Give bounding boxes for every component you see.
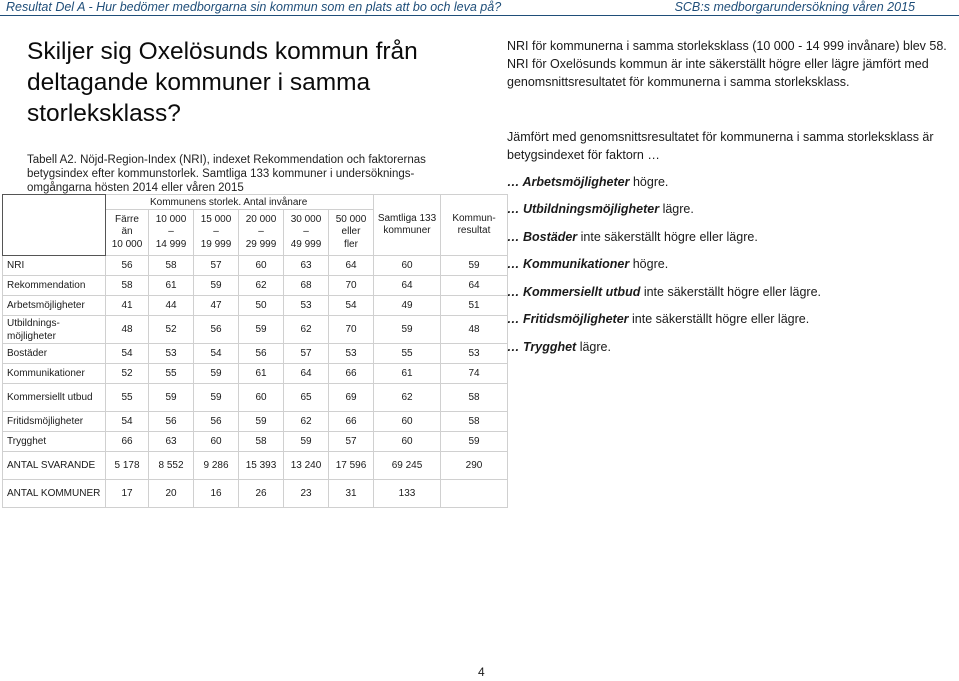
row-label: Bostäder xyxy=(3,344,106,364)
table-cell: 56 xyxy=(149,412,194,432)
table-cell: 56 xyxy=(106,256,149,276)
factor-name: … Bostäder xyxy=(507,230,578,244)
table-cell: 133 xyxy=(374,480,441,508)
table-caption: Tabell A2. Nöjd-Region-Index (NRI), indexet Rekommendation och faktorernas betygsindex efter kommunstorlek. Samtliga 133 kommuner i undersöknings-omgångarna hösten 2014 eller våren 2015 xyxy=(27,154,426,194)
factor-name: … Trygghet xyxy=(507,340,577,354)
factor-item xyxy=(507,312,809,326)
running-header-left: Resultat Del A - Hur bedömer medborgarna sin kommun som en plats att bo och leva på? xyxy=(6,0,502,14)
table-cell: 47 xyxy=(194,296,239,316)
table-cell: 64 xyxy=(329,256,374,276)
factor-name: … Arbetsmöjligheter xyxy=(507,175,630,189)
table-cell: 66 xyxy=(106,432,149,452)
table-cell: 290 xyxy=(441,452,508,480)
table-cell: 23 xyxy=(284,480,329,508)
table-cell: 54 xyxy=(329,296,374,316)
row-label: Utbildnings-möjligheter xyxy=(3,316,106,344)
table-cell: 13 240 xyxy=(284,452,329,480)
table-cell: 56 xyxy=(194,412,239,432)
factor-result: högre. xyxy=(629,257,669,271)
factor-result: inte säkerställt högre eller lägre. xyxy=(640,285,821,299)
row-label: Rekommendation xyxy=(3,276,106,296)
table-cell: 53 xyxy=(149,344,194,364)
table-cell: 58 xyxy=(149,256,194,276)
factor-result: inte säkerställt högre eller lägre. xyxy=(577,230,758,244)
table-cell: 51 xyxy=(441,296,508,316)
table-cell: 60 xyxy=(239,256,284,276)
table-row xyxy=(3,316,508,344)
table-cell: 15 393 xyxy=(239,452,284,480)
table-cell: 64 xyxy=(284,364,329,384)
row-label: ANTAL KOMMUNER xyxy=(3,480,106,508)
table-cell: 53 xyxy=(284,296,329,316)
table-cell: 16 xyxy=(194,480,239,508)
row-label: Fritidsmöjligheter xyxy=(3,412,106,432)
table-cell: 63 xyxy=(284,256,329,276)
factor-item xyxy=(507,340,611,354)
table-corner xyxy=(3,195,106,256)
col-kommunresultat: Kommun-resultat xyxy=(441,195,508,256)
factor-item xyxy=(507,285,821,299)
col-size-1: 10 000 – 14 999 xyxy=(149,210,194,256)
table-row xyxy=(3,296,508,316)
table-cell: 57 xyxy=(329,432,374,452)
table-cell: 62 xyxy=(284,316,329,344)
table-cell: 74 xyxy=(441,364,508,384)
table-row xyxy=(3,480,508,508)
table-cell: 58 xyxy=(106,276,149,296)
index-table xyxy=(2,194,508,508)
table-cell: 56 xyxy=(239,344,284,364)
page-title: Skiljer sig Oxelösunds kommun från deltagande kommuner i samma storleksklass? xyxy=(27,38,418,127)
row-label: Kommersiellt utbud xyxy=(3,384,106,412)
table-cell: 50 xyxy=(239,296,284,316)
table-cell: 69 xyxy=(329,384,374,412)
table-row xyxy=(3,384,508,412)
table-cell: 62 xyxy=(374,384,441,412)
factor-result: lägre. xyxy=(659,202,694,216)
table-cell: 53 xyxy=(441,344,508,364)
table-cell: 60 xyxy=(374,256,441,276)
table-cell: 63 xyxy=(149,432,194,452)
table-cell: 20 xyxy=(149,480,194,508)
table-row xyxy=(3,432,508,452)
factor-result: högre. xyxy=(629,175,669,189)
factor-result: inte säkerställt högre eller lägre. xyxy=(628,312,810,326)
table-cell: 65 xyxy=(284,384,329,412)
paragraph-comparison: Jämfört med genomsnittsresultatet för kommunerna i samma storleksklass är betygsindexet för faktorn … xyxy=(507,130,934,162)
size-group-header: Kommunens storlek. Antal invånare xyxy=(106,195,374,210)
table-cell: 58 xyxy=(239,432,284,452)
table-cell: 31 xyxy=(329,480,374,508)
table-cell: 57 xyxy=(284,344,329,364)
running-header-right: SCB:s medborgarundersökning våren 2015 xyxy=(674,0,915,14)
col-size-4: 30 000 – 49 999 xyxy=(284,210,329,256)
table-cell: 44 xyxy=(149,296,194,316)
table-cell: 61 xyxy=(374,364,441,384)
table-cell: 53 xyxy=(329,344,374,364)
table-row xyxy=(3,364,508,384)
table-cell: 62 xyxy=(239,276,284,296)
row-label: Arbetsmöjligheter xyxy=(3,296,106,316)
col-size-2: 15 000 – 19 999 xyxy=(194,210,239,256)
factor-result: lägre. xyxy=(576,340,611,354)
table-row xyxy=(3,412,508,432)
table-cell: 68 xyxy=(284,276,329,296)
table-cell: 59 xyxy=(194,276,239,296)
table-cell: 59 xyxy=(441,256,508,276)
table-cell: 61 xyxy=(239,364,284,384)
table-cell: 70 xyxy=(329,276,374,296)
table-cell: 26 xyxy=(239,480,284,508)
table-cell: 55 xyxy=(374,344,441,364)
table-cell: 8 552 xyxy=(149,452,194,480)
table-cell: 17 596 xyxy=(329,452,374,480)
table-cell: 59 xyxy=(239,412,284,432)
factor-item xyxy=(507,202,694,216)
table-cell: 62 xyxy=(284,412,329,432)
table-cell: 59 xyxy=(374,316,441,344)
table-cell: 55 xyxy=(106,384,149,412)
table-cell: 58 xyxy=(441,412,508,432)
table-cell: 48 xyxy=(441,316,508,344)
factor-name: … Fritidsmöjligheter xyxy=(507,312,629,326)
table-cell: 54 xyxy=(106,344,149,364)
row-label: NRI xyxy=(3,256,106,276)
row-label: Trygghet xyxy=(3,432,106,452)
table-cell: 59 xyxy=(284,432,329,452)
table-cell: 59 xyxy=(441,432,508,452)
factor-name: … Kommunikationer xyxy=(507,257,630,271)
table-cell: 48 xyxy=(106,316,149,344)
table-cell: 58 xyxy=(441,384,508,412)
row-label: Kommunikationer xyxy=(3,364,106,384)
table-cell: 52 xyxy=(106,364,149,384)
table-cell: 69 245 xyxy=(374,452,441,480)
header-rule xyxy=(0,15,959,16)
table-cell: 60 xyxy=(374,412,441,432)
factor-item xyxy=(507,175,668,189)
table-cell: 70 xyxy=(329,316,374,344)
table-cell: 60 xyxy=(194,432,239,452)
col-size-0: Färre än 10 000 xyxy=(106,210,149,256)
factor-name: … Kommersiellt utbud xyxy=(507,285,641,299)
table-row xyxy=(3,256,508,276)
row-label: ANTAL SVARANDE xyxy=(3,452,106,480)
table-cell: 5 178 xyxy=(106,452,149,480)
factor-item xyxy=(507,257,668,271)
factor-name: … Utbildningsmöjligheter xyxy=(507,202,660,216)
table-cell: 54 xyxy=(106,412,149,432)
table-cell: 66 xyxy=(329,364,374,384)
table-cell: 66 xyxy=(329,412,374,432)
table-row xyxy=(3,344,508,364)
table-cell: 59 xyxy=(239,316,284,344)
table-cell: 64 xyxy=(374,276,441,296)
table-cell: 17 xyxy=(106,480,149,508)
table-row xyxy=(3,276,508,296)
table-cell: 54 xyxy=(194,344,239,364)
table-cell: 41 xyxy=(106,296,149,316)
col-size-5: 50 000 eller fler xyxy=(329,210,374,256)
table-cell: 57 xyxy=(194,256,239,276)
table-cell: 56 xyxy=(194,316,239,344)
factor-item xyxy=(507,230,758,244)
page-number: 4 xyxy=(478,665,485,679)
table-cell: 9 286 xyxy=(194,452,239,480)
table-cell xyxy=(441,480,508,508)
table-cell: 59 xyxy=(194,384,239,412)
table-cell: 59 xyxy=(149,384,194,412)
table-cell: 64 xyxy=(441,276,508,296)
table-row xyxy=(3,452,508,480)
table-cell: 55 xyxy=(149,364,194,384)
table-cell: 60 xyxy=(239,384,284,412)
col-size-3: 20 000 – 29 999 xyxy=(239,210,284,256)
table-cell: 59 xyxy=(194,364,239,384)
table-cell: 60 xyxy=(374,432,441,452)
table-cell: 49 xyxy=(374,296,441,316)
table-cell: 61 xyxy=(149,276,194,296)
table-cell: 52 xyxy=(149,316,194,344)
paragraph-nri: NRI för kommunerna i samma storleksklass (10 000 - 14 999 invånare) blev 58. NRI för Oxelösunds kommun är inte säkerställt högre eller lägre jämfört med genomsnittsresultatet för kommunerna i samma storleksklass. xyxy=(507,39,947,89)
col-samtliga: Samtliga 133 kommuner xyxy=(374,195,441,256)
